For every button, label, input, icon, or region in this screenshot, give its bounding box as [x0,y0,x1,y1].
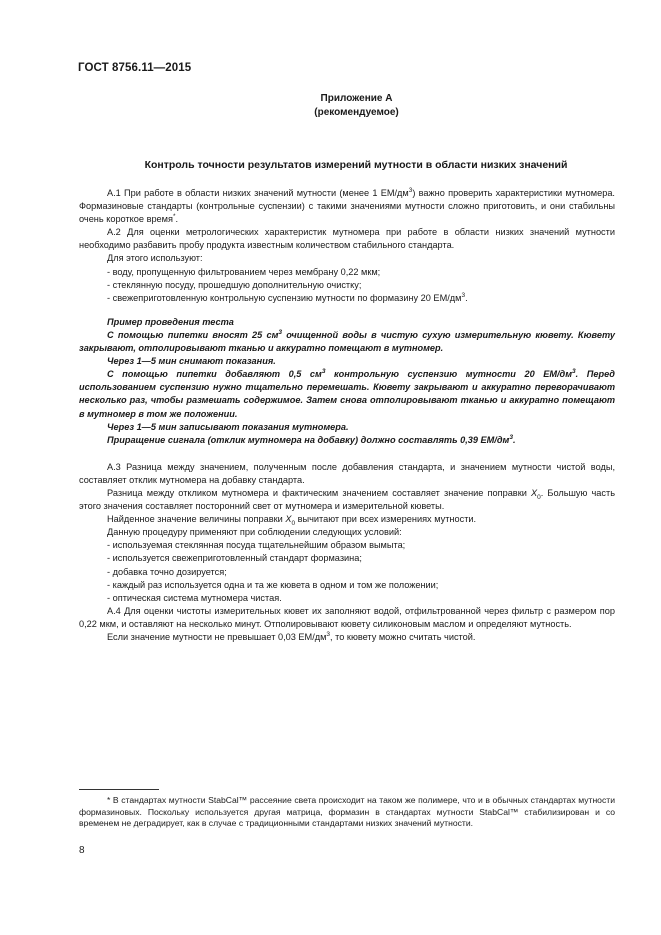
example-heading: Пример проведения теста [107,316,234,327]
annex-label: Приложение А [320,93,393,104]
list-item: - добавка точно дозируется; [107,566,227,577]
annex-heading [0,92,661,120]
list-item: - свежеприготовленную контрольную суспензию мутности по формазину 20 $ЕМ/дм^3$. [107,291,468,303]
paragraph-a3-correction: Разница между откликом мутномера и фактическим значением составляет значение поправки $X_0$. Большую часть этого значения составляет посторонний свет от мутномера и измерительной кюветы. [79,487,615,512]
paragraph-a3-conditions: Данную процедуру применяют при соблюдении следующих условий: [107,527,402,538]
footnote-marker: * [172,213,176,221]
paragraph-a3: А.3 Разница между значением, полученным после добавления стандарта, и значением мутности чистой воды, составляет отклик мутномера на добавку стандарта. [79,461,615,485]
example-step-5: Приращение сигнала (отклик мутномера на добавку) должно составлять 0,39 $ЕМ/дм^3$. [107,433,516,445]
document-body [79,187,615,644]
example-step-1: С помощью пипетки вносят 25 $см^3$ очищенной воды в чистую сухую измерительную кювету. Кювету закрывают, отполировывают тканью и аккуратно помещают в мутномер. [79,328,615,354]
standard-id: ГОСТ 8756.11—2015 [78,62,192,74]
example-step-3: С помощью пипетки добавляют 0,5 $см^3$ контрольную суспензию мутности 20 $ЕМ/дм^3$. Перед использованием суспензию нужно тщательно перемешать. Кювету закрывают и аккуратно переворачивают несколько раз, чтобы размешать содержимое. Затем снова отполировывают тканью и аккуратно помещают в мутномер в том же положении. [79,368,615,419]
list-item: - используется свежеприготовленный стандарт формазина; [107,553,362,564]
list-item: - воду, пропущенную фильтрованием через мембрану 0,22 мкм; [107,266,381,277]
page-number: 8 [79,845,85,856]
paragraph-a2: А.2 Для оценки метрологических характеристик мутномера при работе в области низких значений мутности необходимо разбавить пробу продукта известным количеством стабильного стандарта. [79,227,615,251]
list-item: - используемая стеклянная посуда тщательнейшим образом вымыта; [107,540,406,551]
paragraph-a4-clean: Если значение мутности не превышает 0,03 $ЕМ/дм^3$, то кювету можно считать чистой. [107,630,476,642]
section-title: Контроль точности результатов измерений мутности в области низких значений [144,159,568,171]
list-item: - стеклянную посуду, прошедшую дополнительную очистку; [107,279,362,290]
list-item: - оптическая система мутномера чистая. [107,592,282,603]
footnote-divider [79,789,159,790]
paragraph-a2-uses: Для этого используют: [107,253,203,264]
footnote: * В стандартах мутности StabCal™ рассеяние света происходит на таком же полимере, что и в обычных стандартах мутности формазиновых. Поскольку используется другая матрица, формазин в стандартах мутности StabCal™ стабилизирован и со временем не деградирует, как в случае с традиционными стандартами низких значений мутности. [79,795,615,829]
example-step-4: Через 1—5 мин записывают показания мутномера. [107,421,349,432]
list-item: - каждый раз используется одна и та же кювета в одном и том же положении; [107,579,439,590]
paragraph-a3-subtract: Найденное значение величины поправки $X_0$ вычитают при всех измерениях мутности. [107,514,477,527]
paragraph-a1: А.1 При работе в области низких значений мутности (менее 1 $ЕМ/дм^3$) важно проверить характеристики мутномера. Формазиновые стандарты (контрольные суспензии) с такими значениями мутности сложно приготовить, и они стабильны очень короткое время*. [79,186,615,225]
example-step-2: Через 1—5 мин снимают показания. [107,356,276,367]
paragraph-a4: А.4 Для оценки чистоты измерительных кювет их заполняют водой, отфильтрованной через фильтр с размером пор 0,22 мкм, и оставляют на несколько минут. Отполировывают кювету силиконовым маслом и определяют мутность. [79,605,615,629]
annex-status: (рекомендуемое) [314,107,399,118]
